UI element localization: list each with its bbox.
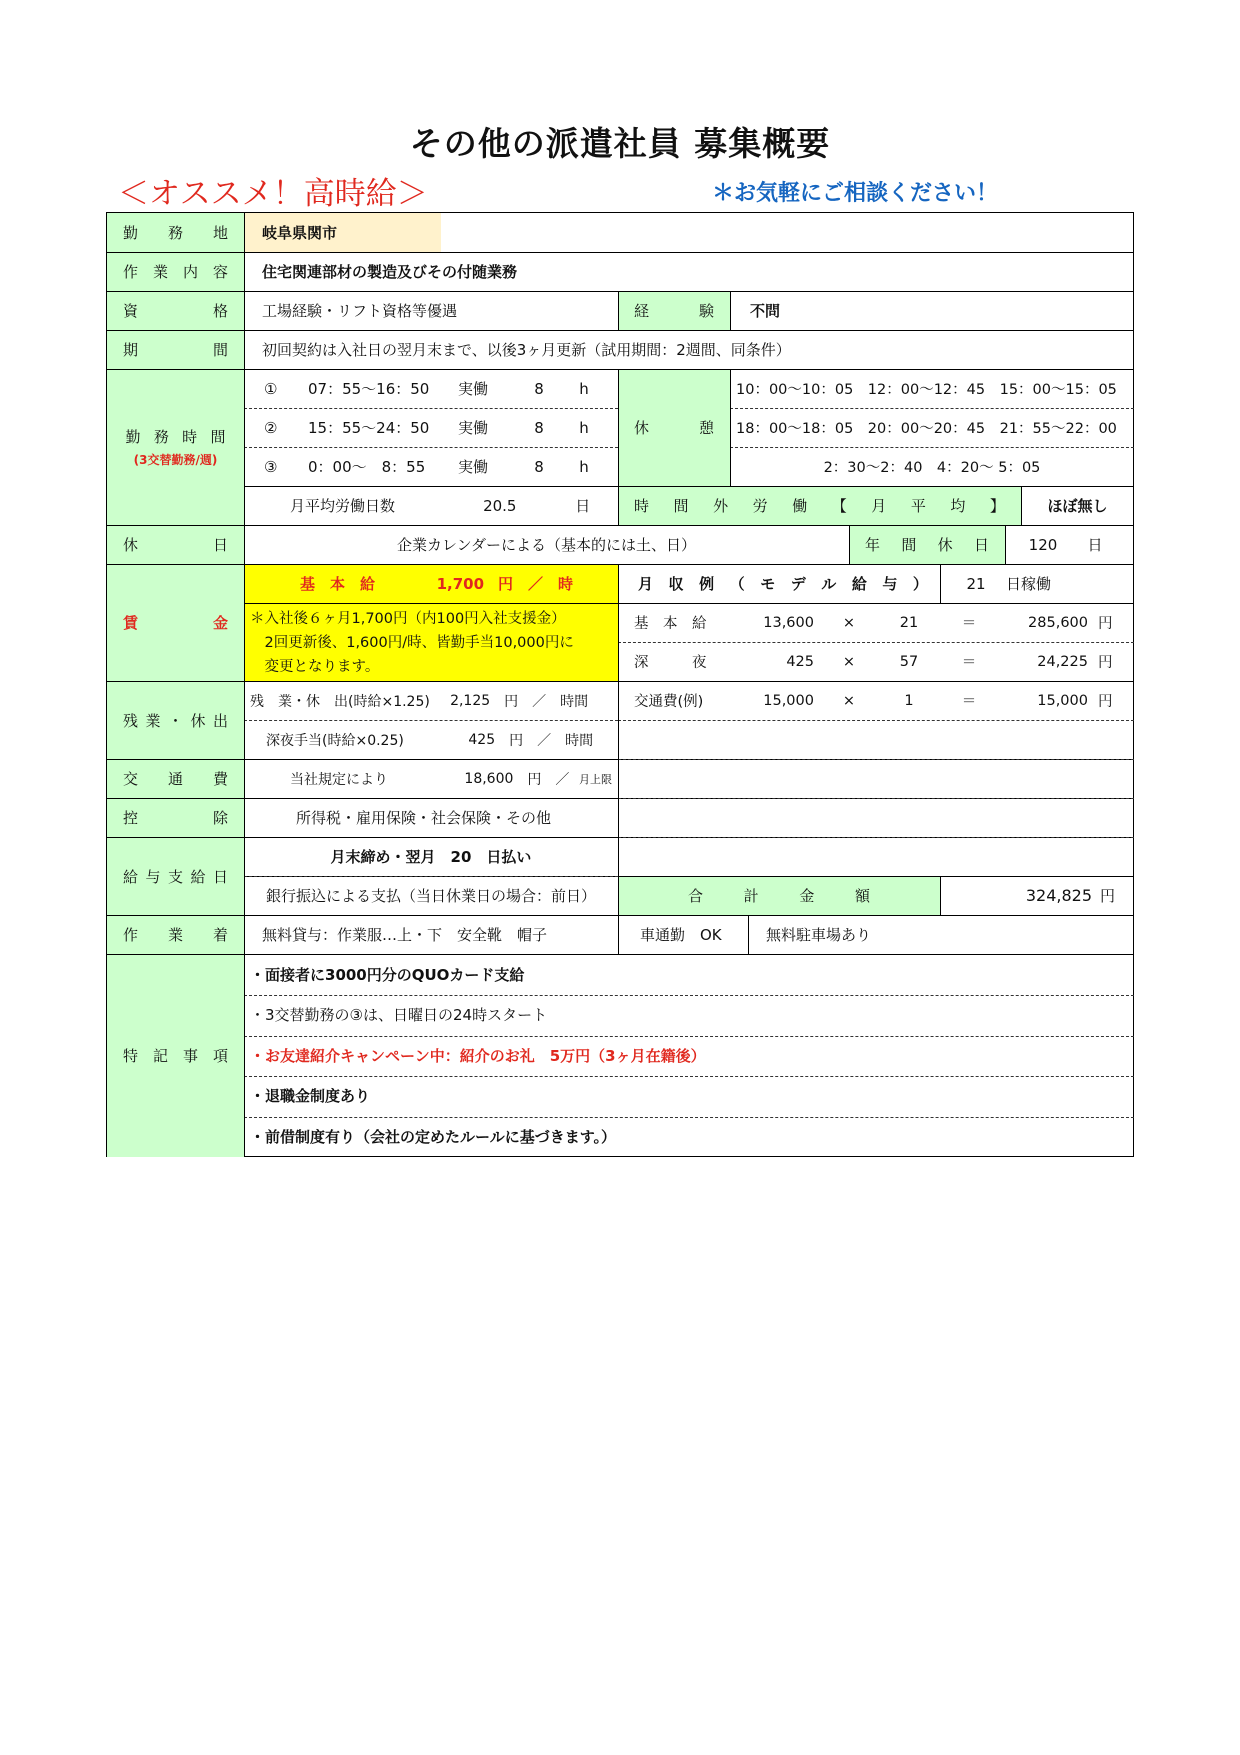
label-char: 作 <box>123 926 139 944</box>
avg-days-value: 20.5 <box>483 496 517 515</box>
pay-method-value: 銀行振込による支払（当日休業日の場合：前日） <box>265 887 596 905</box>
work-value: 住宅関連部材の製造及びその付随業務 <box>262 263 518 281</box>
income-eq: ＝ <box>961 694 977 710</box>
grid-line <box>618 837 1134 838</box>
label-char: 給 <box>123 867 139 886</box>
qualification-value: 工場経験・リフト資格等優遇 <box>262 302 458 320</box>
monthly-income-label-row <box>618 564 940 603</box>
label-char: 休 <box>123 536 139 554</box>
label-char: 残 <box>123 711 139 730</box>
label-char: ・ <box>167 711 183 730</box>
label-char: （ <box>729 575 745 593</box>
break-row <box>730 447 1134 486</box>
label-char: 事 <box>182 1047 198 1065</box>
grid-line <box>618 564 619 954</box>
label-char: 除 <box>212 809 228 827</box>
income-eq: ＝ <box>961 655 977 671</box>
income-amount: 285,600 <box>1028 614 1088 631</box>
income-unit: 円 <box>1098 655 1113 671</box>
shift-hours: 8 <box>534 379 544 398</box>
shift-unit: h <box>579 379 589 398</box>
label-char: 作 <box>123 263 139 281</box>
shift-hours: 8 <box>534 457 544 476</box>
label-experience <box>618 291 730 330</box>
grid-line <box>1021 486 1022 525</box>
shift-unit: h <box>579 418 589 437</box>
label-char: モ <box>760 575 776 593</box>
break-times: 10：00〜10：05 12：00〜12：45 15：00〜15：05 <box>736 382 1117 398</box>
location-value: 岐阜県関市 <box>244 213 441 252</box>
label-char: 給 <box>851 575 867 593</box>
income-rate: 15,000 <box>763 692 814 709</box>
shift-number: ③ <box>264 457 278 476</box>
label-period <box>107 330 244 369</box>
income-label: 交通費(例) <box>634 694 704 710</box>
label-char: 内 <box>182 263 198 281</box>
label-char: 【 <box>831 497 847 515</box>
label-char: 賃 <box>123 614 139 632</box>
shift-time: 15：55〜24：50 <box>308 419 430 437</box>
income-label: 深 夜 <box>634 655 707 671</box>
note-text: ・3交替勤務の③は、日曜日の24時スタート <box>250 1006 548 1025</box>
label-char: 額 <box>854 887 870 905</box>
label-char: 与 <box>882 575 898 593</box>
night-pay-unit: 円 ／ 時間 <box>509 732 594 749</box>
grid-line <box>107 525 1134 526</box>
base-pay-unit: 円 ／ 時 <box>498 575 574 593</box>
shift-time: 0：00〜 8：55 <box>308 458 426 476</box>
overtime-avg-value: ほぼ無し <box>1047 497 1108 515</box>
label-char: 合 <box>688 887 704 905</box>
label-char: 休 <box>634 419 650 437</box>
overtime-pay-value: 2,125 <box>450 692 491 709</box>
income-rate: 13,600 <box>763 614 814 631</box>
label-char: 収 <box>668 575 684 593</box>
holiday-value: 企業カレンダーによる（基本的には土、日） <box>396 536 697 554</box>
income-count: 21 <box>899 614 919 631</box>
label-overtime <box>107 681 244 759</box>
label-hours-text <box>126 426 226 447</box>
grid-line <box>244 1036 1134 1037</box>
note-text: ・お友達紹介キャンペーン中：紹介のお礼 5万円（3ヶ月在籍後） <box>250 1046 706 1065</box>
income-days-unit: 日稼働 <box>1006 575 1052 593</box>
night-pay-row <box>244 720 618 759</box>
grid-line <box>244 603 618 604</box>
label-char: 月 <box>871 497 887 515</box>
label-uniform <box>107 915 244 954</box>
grid-line <box>1005 525 1006 564</box>
label-char: 支 <box>167 867 183 886</box>
grid-line <box>107 291 1134 292</box>
shift-number: ① <box>264 379 278 398</box>
label-monthly-income <box>624 573 928 594</box>
payday-value: 月末締め・翌月 20 日払い <box>330 848 532 866</box>
parking-value: 無料駐車場あり <box>766 926 872 944</box>
income-count: 1 <box>904 692 914 709</box>
income-rate: 425 <box>786 653 814 670</box>
grid-line <box>244 1117 1134 1118</box>
consult-message: ＊お気軽にご相談ください！ <box>712 181 999 206</box>
grid-line <box>107 954 1134 955</box>
transport-row <box>244 759 618 798</box>
break-row <box>730 369 1134 408</box>
label-hours-sub: (3交替勤務/週) <box>133 453 218 467</box>
transport-value: 18,600 <box>464 770 514 787</box>
grid-line <box>244 876 618 877</box>
label-char: 日 <box>212 536 228 554</box>
income-amount: 24,225 <box>1037 653 1088 670</box>
recruitment-table <box>106 212 1134 1157</box>
label-char: 通 <box>167 770 183 788</box>
total-unit: 円 <box>1100 887 1116 905</box>
label-char: 金 <box>799 887 815 905</box>
label-char: 間 <box>212 341 228 359</box>
note-item <box>244 1035 1134 1075</box>
label-char: ） <box>912 575 928 593</box>
note-text: ・退職金制度あり <box>250 1087 371 1106</box>
grid-line <box>107 252 1134 253</box>
grid-line <box>618 798 1134 799</box>
income-op: × <box>842 653 856 670</box>
grid-line <box>618 759 1134 760</box>
label-break <box>618 369 730 486</box>
note-item <box>244 1076 1134 1116</box>
annual-holiday-value: 120 <box>1028 535 1058 554</box>
income-days-row <box>940 564 1134 603</box>
grid-line <box>730 408 1134 409</box>
shift-label: 実働 <box>458 380 489 398</box>
experience-value: 不問 <box>750 302 781 320</box>
income-row <box>618 603 1134 642</box>
night-pay-label: 深夜手当(時給×0.25) <box>266 732 404 749</box>
label-char: 間 <box>901 536 917 554</box>
grid-line <box>748 915 749 954</box>
label-deduction <box>107 798 244 837</box>
label-char: 平 <box>910 497 926 515</box>
shift-number: ② <box>264 418 278 437</box>
label-char: 働 <box>792 497 808 515</box>
break-row <box>730 408 1134 447</box>
grid-line <box>107 915 1134 916</box>
label-char: 業 <box>145 711 161 730</box>
label-char: ル <box>821 575 837 593</box>
grid-line <box>244 447 618 448</box>
label-char: 勤 <box>125 428 141 446</box>
overtime-pay-row <box>244 681 618 720</box>
label-char: 外 <box>713 497 729 515</box>
label-char: 労 <box>752 497 768 515</box>
grid-line <box>244 1076 1134 1077</box>
label-char: 業 <box>152 263 168 281</box>
label-char: 年 <box>865 536 881 554</box>
grid-line <box>849 525 850 564</box>
base-pay-label: 基 本 給 <box>300 575 376 593</box>
grid-line <box>618 720 1134 721</box>
grid-line <box>107 369 1134 370</box>
label-char: 資 <box>123 302 139 320</box>
label-wage <box>107 564 244 681</box>
label-char: デ <box>790 575 806 593</box>
note-text: ・前借制度有り（会社の定めたルールに基づきます。） <box>250 1127 617 1146</box>
shift-row <box>244 369 618 408</box>
grid-line <box>244 486 1134 487</box>
grid-line <box>107 330 1134 331</box>
label-char: 験 <box>698 302 714 320</box>
income-op: × <box>842 614 856 631</box>
transport-unit: 円 ／ <box>527 771 570 788</box>
shift-label: 実働 <box>458 458 489 476</box>
income-eq: ＝ <box>961 616 977 632</box>
grid-line <box>244 995 1134 996</box>
commute-value: 車通勤 OK <box>640 926 722 944</box>
label-char: 給 <box>190 867 206 886</box>
break-times: 18：00〜18：05 20：00〜20：45 21：55〜22：00 <box>736 421 1117 437</box>
note-item <box>244 954 1134 994</box>
overtime-pay-label: 残 業・休 出(時給×1.25) <box>250 693 430 710</box>
label-char: 格 <box>212 302 228 320</box>
overtime-pay-unit: 円 ／ 時間 <box>504 693 589 710</box>
income-op: × <box>842 692 856 709</box>
uniform-value: 無料貸与：作業服…上・下 安全靴 帽子 <box>262 926 548 944</box>
label-char: 間 <box>673 497 689 515</box>
grid-line <box>107 564 1134 565</box>
grid-line <box>107 681 1134 682</box>
annual-holiday-unit: 日 <box>1087 536 1103 554</box>
label-char: 着 <box>212 926 228 944</box>
avg-days-label: 月平均労働日数 <box>290 497 396 515</box>
label-hours <box>107 369 244 525</box>
note-text: ・面接者に3000円分のQUOカード支給 <box>250 965 525 984</box>
total-row <box>940 876 1134 915</box>
label-annual-holiday <box>849 525 1005 564</box>
label-char: 憩 <box>698 419 714 437</box>
grid-line <box>940 564 941 603</box>
grid-line <box>730 369 731 486</box>
label-char: 特 <box>123 1047 139 1065</box>
total-value: 324,825 <box>1025 886 1092 905</box>
shift-time: 07：55〜16：50 <box>308 380 430 398</box>
shift-hours: 8 <box>534 418 544 437</box>
label-overtime-avg <box>618 486 1021 525</box>
income-unit: 円 <box>1098 694 1113 710</box>
label-char: 費 <box>212 770 228 788</box>
label-payday <box>107 837 244 915</box>
grid-line <box>618 291 619 330</box>
base-pay-row <box>244 564 618 603</box>
label-char: 期 <box>123 341 139 359</box>
page-title: その他の派遣社員 募集概要 <box>409 124 831 163</box>
label-char: 控 <box>123 809 139 827</box>
label-char: 間 <box>210 428 226 446</box>
shift-unit: h <box>579 457 589 476</box>
transport-label: 当社規定により <box>290 771 388 788</box>
label-char: 出 <box>212 711 228 730</box>
label-char: 務 <box>153 428 169 446</box>
grid-line <box>730 291 731 330</box>
income-unit: 円 <box>1098 616 1113 632</box>
label-char: 勤 <box>123 224 139 242</box>
label-char: 業 <box>167 926 183 944</box>
income-days-value: 21 <box>966 574 986 593</box>
grid-line <box>730 447 1134 448</box>
deduction-value: 所得税・雇用保険・社会保険・その他 <box>296 809 552 827</box>
label-char: 項 <box>212 1047 228 1065</box>
avg-days-row <box>244 486 618 525</box>
label-work <box>107 252 244 291</box>
label-char: 地 <box>212 224 228 242</box>
grid-line <box>618 369 619 525</box>
grid-line <box>244 720 618 721</box>
label-char: 交 <box>123 770 139 788</box>
label-transport <box>107 759 244 798</box>
note-item <box>244 1116 1134 1156</box>
shift-label: 実働 <box>458 419 489 437</box>
income-label: 基 本 給 <box>634 616 707 632</box>
label-char: 日 <box>212 867 228 886</box>
period-value: 初回契約は入社日の翌月末まで、以後3ヶ月更新（試用期間：2週間、同条件） <box>262 341 791 359</box>
note-item <box>244 995 1134 1035</box>
shift-row <box>244 447 618 486</box>
label-total <box>618 876 940 915</box>
transport-cap: 月上限 <box>579 772 612 786</box>
label-char: 務 <box>167 224 183 242</box>
label-holiday <box>107 525 244 564</box>
label-char: 金 <box>212 614 228 632</box>
grid-line <box>940 876 941 915</box>
label-char: 例 <box>699 575 715 593</box>
label-char: 休 <box>190 711 206 730</box>
label-char: 休 <box>937 536 953 554</box>
wage-note: ＊入社後６ヶ月1,700円（内100円入社支援金） 2回更新後、1,600円/時、皆勤手当10,000円に 変更となります。 <box>244 603 618 681</box>
avg-days-unit: 日 <box>575 497 591 515</box>
label-notes <box>107 954 244 1157</box>
label-qualification <box>107 291 244 330</box>
label-char: 計 <box>743 887 759 905</box>
label-char: 均 <box>950 497 966 515</box>
label-char: 】 <box>989 497 1005 515</box>
shift-row <box>244 408 618 447</box>
label-char: 記 <box>152 1047 168 1065</box>
income-count: 57 <box>899 653 919 670</box>
annual-holiday-row <box>1005 525 1134 564</box>
grid-line <box>618 603 1134 604</box>
grid-line <box>244 408 618 409</box>
label-char: 月 <box>638 575 654 593</box>
income-row <box>618 681 1134 720</box>
label-char: 容 <box>212 263 228 281</box>
break-times: 2：30〜2：40 4：20〜 5：05 <box>823 460 1041 476</box>
label-char: 時 <box>182 428 198 446</box>
recommend-headline: ＜オススメ！高時給＞ <box>118 176 428 212</box>
label-char: 与 <box>145 867 161 886</box>
grid-line <box>618 876 1134 877</box>
income-amount: 15,000 <box>1037 692 1088 709</box>
label-char: 経 <box>634 302 650 320</box>
base-pay-value: 1,700 <box>436 574 485 593</box>
income-row <box>618 642 1134 681</box>
label-location <box>107 213 244 252</box>
grid-line <box>618 642 1134 643</box>
label-char: 時 <box>634 497 650 515</box>
label-char: 日 <box>973 536 989 554</box>
night-pay-value: 425 <box>468 731 496 748</box>
grid-line <box>244 213 245 1156</box>
